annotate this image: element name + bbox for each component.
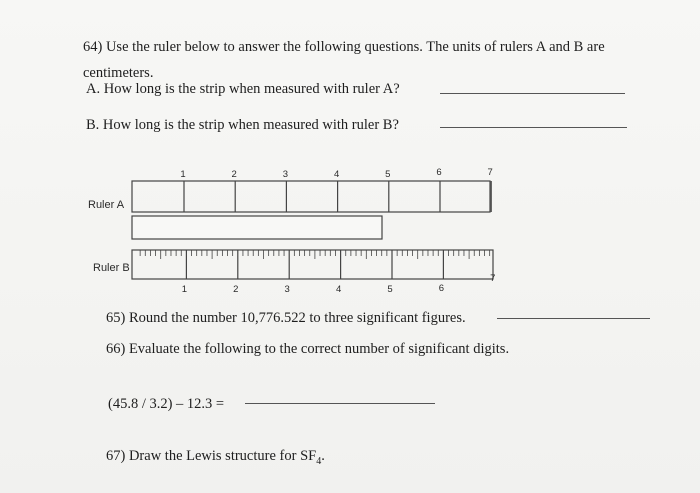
ruler-b-number: 2 (233, 284, 239, 295)
measured-strip (132, 216, 382, 239)
ruler-a-number: 6 (436, 167, 442, 178)
ruler-b-number: 6 (438, 283, 445, 294)
q67-text-prefix: 67) Draw the Lewis structure for SF (106, 448, 317, 464)
q64-part-b: B. How long is the strip when measured with ruler B? (86, 117, 399, 133)
ruler-a-number: 5 (385, 169, 391, 180)
ruler-b-numbers (182, 273, 496, 295)
ruler-a-numbers (180, 167, 492, 180)
ruler-b-label: Ruler B (93, 262, 130, 274)
ruler-b-number: 1 (181, 284, 188, 295)
q65-text: 65) Round the number 10,776.522 to three significant figures. (106, 310, 466, 326)
ruler-b-number: 4 (335, 284, 342, 295)
ruler-a-ticks (184, 181, 491, 212)
q64-part-a: A. How long is the strip when measured with ruler A? (86, 81, 400, 97)
q67-suffix: . (321, 448, 325, 464)
q66-expression: (45.8 / 3.2) – 12.3 = (108, 396, 225, 412)
q64-intro-line2: centimeters. (83, 65, 154, 81)
ruler-a-number: 4 (333, 169, 340, 180)
q67-text (106, 448, 325, 467)
q67-subscript: 4 (316, 455, 322, 467)
ruler-a-number: 3 (282, 169, 289, 180)
ruler-b-number: 7 (490, 273, 496, 284)
ruler-a-number: 1 (180, 169, 186, 180)
ruler-a (132, 181, 490, 212)
q65-answer-line[interactable] (497, 318, 650, 319)
ruler-a-number: 2 (231, 169, 237, 180)
q66-text: 66) Evaluate the following to the correct number of significant digits. (106, 341, 510, 357)
q64-intro-line1: 64) Use the ruler below to answer the following questions. The units of rulers A and B are (83, 39, 605, 55)
ruler-a-label: Ruler A (88, 199, 125, 211)
ruler-b-number: 5 (387, 284, 393, 295)
ruler-b-number: 3 (284, 284, 290, 295)
q66-answer-line[interactable] (245, 403, 435, 404)
ruler-b-ticks (140, 250, 490, 279)
ruler-a-number: 7 (487, 167, 493, 178)
